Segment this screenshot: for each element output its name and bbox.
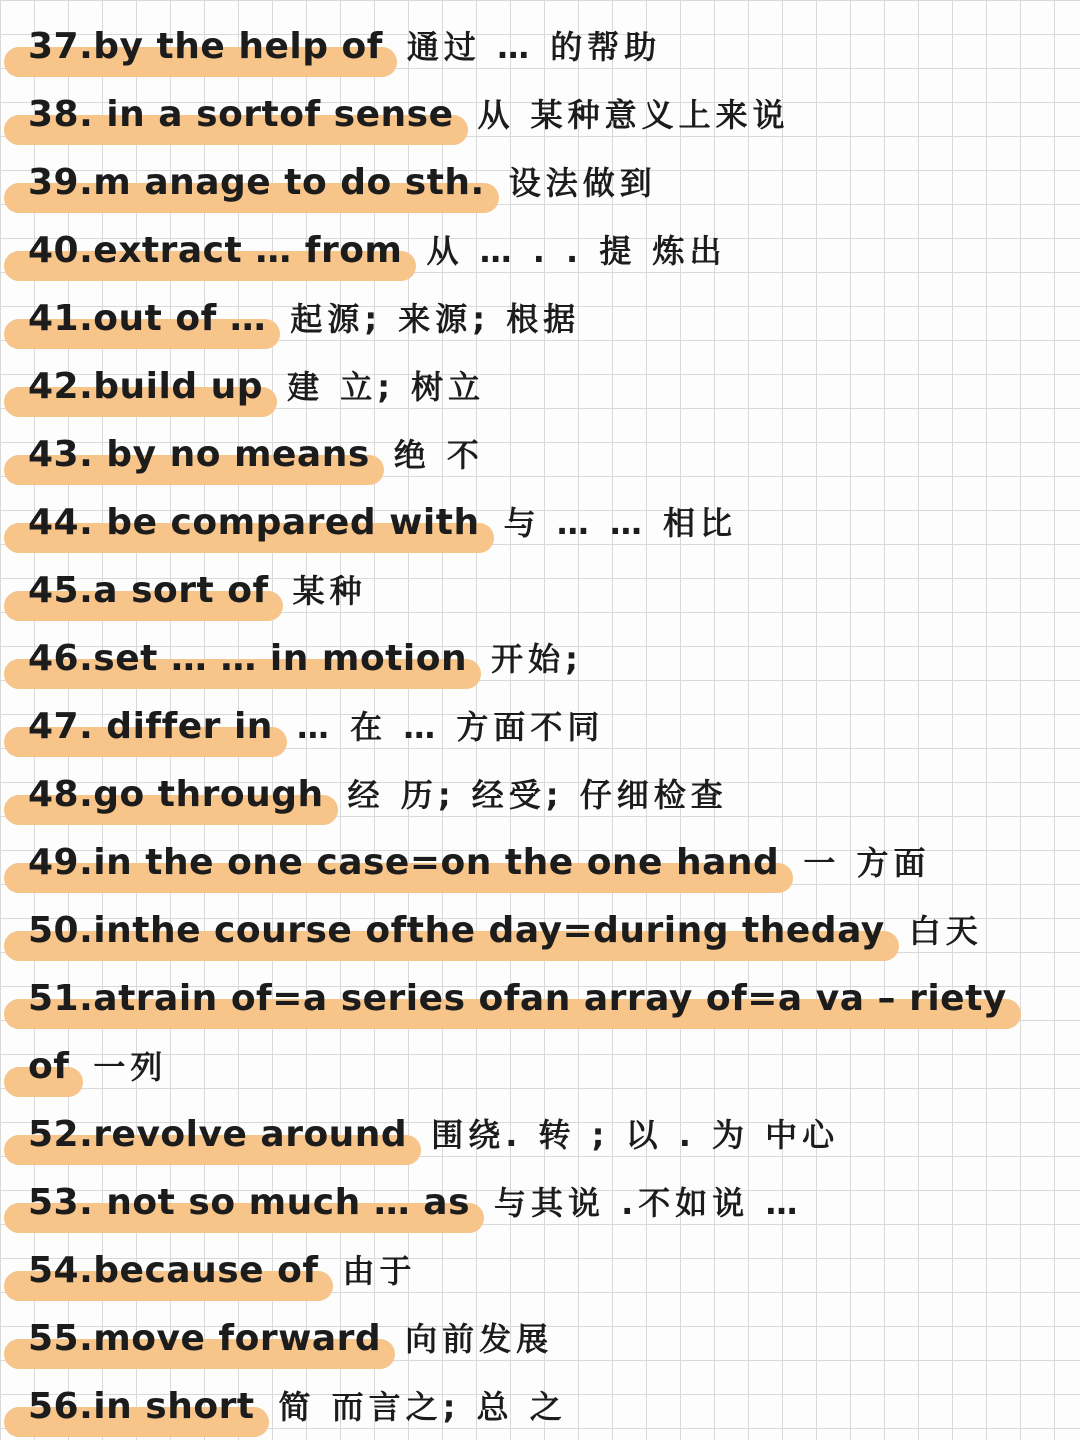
phrase-chinese: 经 历; 经受; 仔细检查 (347, 776, 728, 814)
phrase-english: 55.move forward (0, 1312, 399, 1366)
phrase-chinese: … 在 … 方面不同 (296, 708, 605, 746)
phrase-english: 45.a sort of (0, 564, 287, 618)
phrase-chinese: 某种 (292, 572, 367, 610)
phrase-chinese: 设法做到 (508, 164, 657, 202)
phrase-english: 46.set … … in motion (0, 632, 485, 686)
phrase-row-41 (0, 292, 580, 346)
phrase-row-55 (0, 1312, 553, 1366)
phrase-chinese: 通过 … 的帮助 (406, 28, 662, 66)
phrase-row-38 (0, 88, 790, 142)
phrase-chinese: 向前发展 (405, 1320, 554, 1358)
phrase-row-52 (0, 1108, 839, 1162)
phrase-row-54 (0, 1244, 417, 1298)
phrase-chinese: 白天 (908, 912, 983, 950)
phrase-row-40 (0, 224, 726, 278)
phrase-english: 54.because of (0, 1244, 337, 1298)
phrase-chinese: 与其说 .不如说 … (494, 1184, 803, 1222)
phrase-english: 38. in a sortof sense (0, 88, 472, 142)
phrase-chinese: 从 某种意义上来说 (477, 96, 790, 134)
phrase-english: 50.inthe course ofthe day=during theday (0, 904, 903, 958)
phrase-english: 42.build up (0, 360, 281, 414)
phrase-chinese: 建 立; 树立 (287, 368, 486, 406)
phrase-row-47 (0, 700, 604, 754)
phrase-row-53 (0, 1176, 802, 1230)
phrase-row-46 (0, 632, 583, 686)
phrase-chinese: 一列 (93, 1048, 168, 1086)
phrase-row-45 (0, 564, 367, 618)
phrase-english: 41.out of … (0, 292, 284, 346)
phrase-row-49 (0, 836, 930, 890)
phrase-english: 44. be compared with (0, 496, 498, 550)
phrase-chinese: 简 而言之; 总 之 (278, 1388, 567, 1426)
phrase-chinese: 从 … . . 提 炼出 (426, 232, 727, 270)
phrase-chinese: 由于 (342, 1252, 417, 1290)
phrase-english: 51.atrain of=a series ofan array of=a va – riety (0, 972, 1025, 1026)
phrase-row-37 (0, 20, 661, 74)
phrase-english: 47. differ in (0, 700, 291, 754)
phrase-row-43 (0, 428, 484, 482)
phrase-english: 49.in the one case=on the one hand (0, 836, 797, 890)
phrase-english: 39.m anage to do sth. (0, 156, 503, 210)
phrase-english: 37.by the help of (0, 20, 401, 74)
phrase-chinese: 围绕. 转 ; 以 . 为 中心 (431, 1116, 840, 1154)
phrase-english: 40.extract … from (0, 224, 420, 278)
phrase-row-51 (0, 972, 1025, 1026)
phrase-chinese: 起源; 来源; 根据 (290, 300, 581, 338)
phrase-row-50 (0, 904, 983, 958)
phrase-chinese: 开始; (491, 640, 583, 678)
phrase-chinese: 一 方面 (803, 844, 931, 882)
phrase-chinese: 绝 不 (393, 436, 484, 474)
phrase-chinese: 与 … … 相比 (503, 504, 738, 542)
phrase-row-48 (0, 768, 728, 822)
phrase-row-44 (0, 496, 737, 550)
phrase-english: 52.revolve around (0, 1108, 425, 1162)
phrase-english: 53. not so much … as (0, 1176, 488, 1230)
phrase-english: 43. by no means (0, 428, 388, 482)
phrase-row-56 (0, 1380, 567, 1434)
phrase-english: 48.go through (0, 768, 342, 822)
phrase-row-39 (0, 156, 657, 210)
phrase-row-51-continued (0, 1040, 167, 1094)
phrase-english: 56.in short (0, 1380, 273, 1434)
phrase-english: of (0, 1040, 87, 1094)
phrase-row-42 (0, 360, 485, 414)
